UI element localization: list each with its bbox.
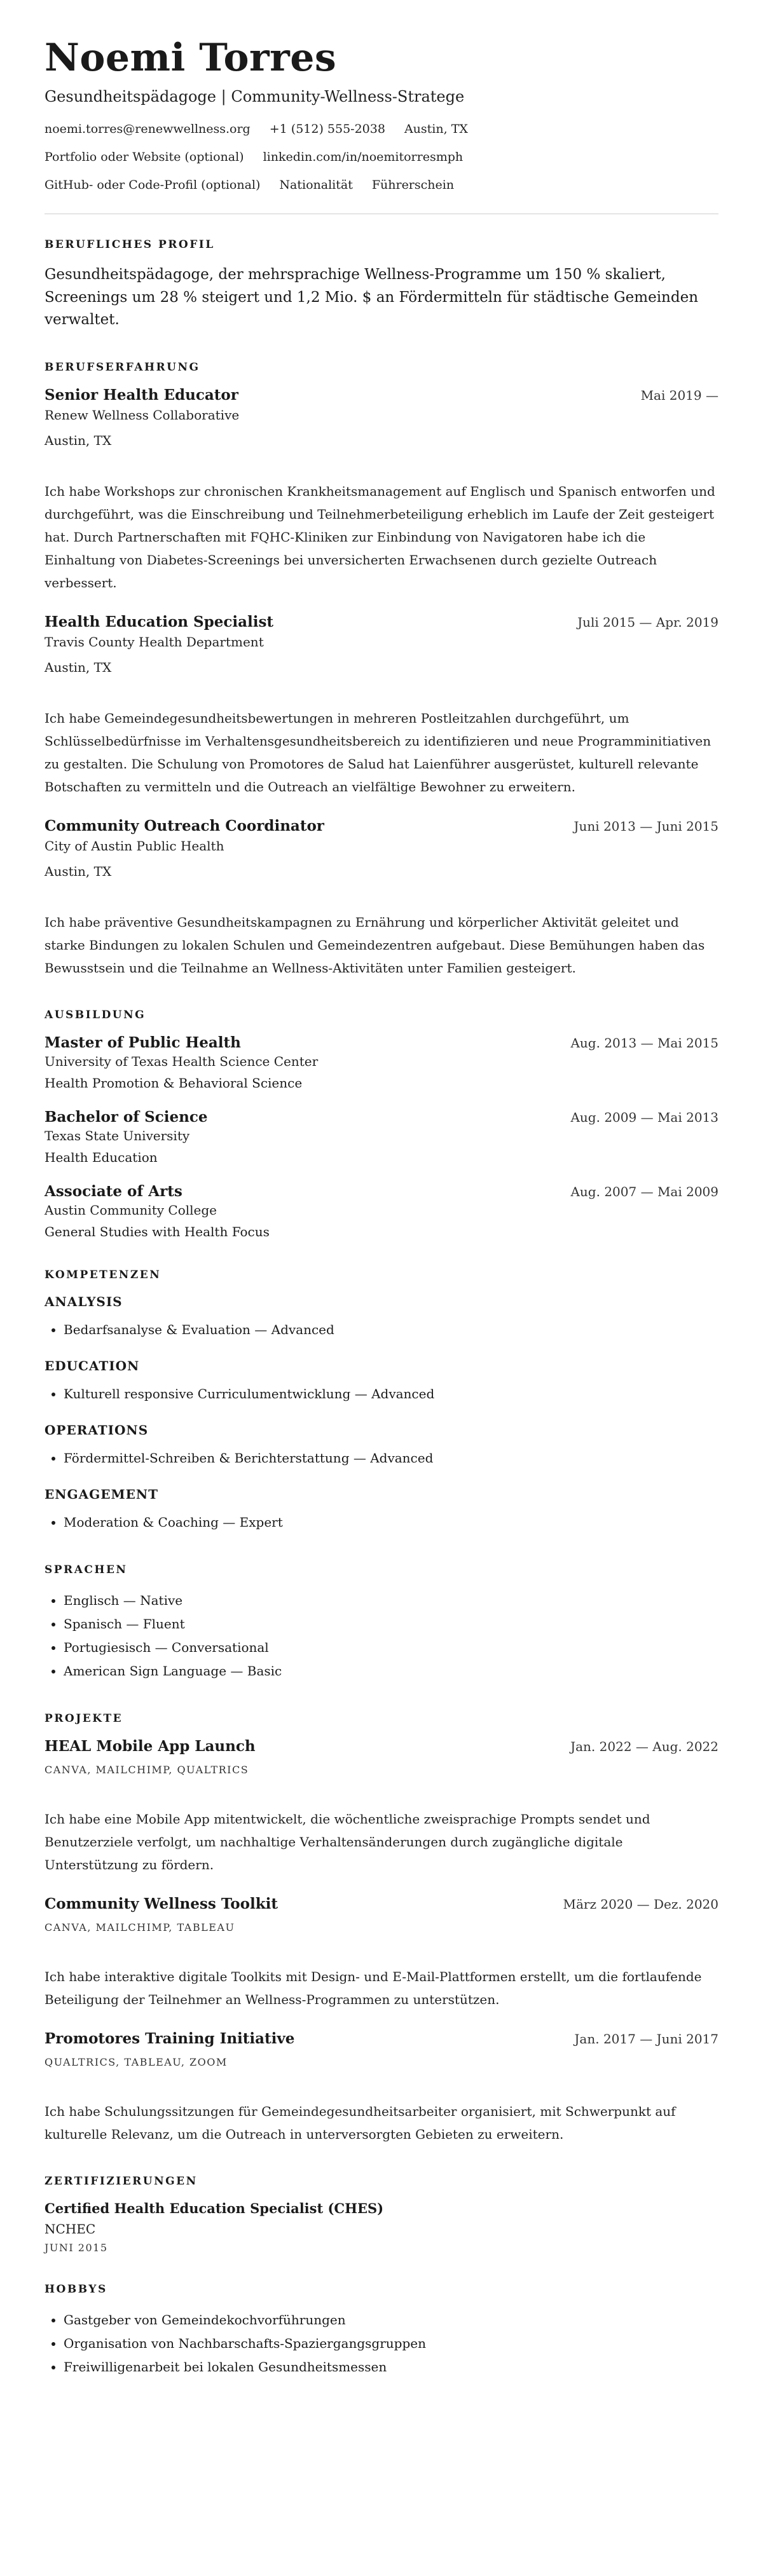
job-date: Juni 2013 — Juni 2015 bbox=[574, 818, 718, 834]
contact-row-2 bbox=[45, 150, 718, 164]
language-item: • Portugiesisch — Conversational bbox=[64, 1636, 718, 1659]
job-title: Health Education Specialist bbox=[45, 613, 274, 630]
project-name: HEAL Mobile App Launch bbox=[45, 1737, 256, 1755]
portfolio-link[interactable]: Portfolio oder Website (optional) bbox=[45, 150, 244, 164]
job-location: Austin, TX bbox=[45, 432, 112, 448]
certification-issuer: NCHEC bbox=[45, 2221, 96, 2237]
job-date: Juli 2015 — Apr. 2019 bbox=[577, 614, 718, 630]
skill-item: • Kulturell responsive Curriculumentwicklung — Advanced bbox=[64, 1382, 718, 1406]
job-title: Senior Health Educator bbox=[45, 386, 238, 404]
education-section bbox=[45, 1009, 718, 1239]
school: Texas State University bbox=[45, 1128, 190, 1143]
skill-item: • Fördermittel-Schreiben & Berichterstattung — Advanced bbox=[64, 1447, 718, 1470]
employer: Renew Wellness Collaborative bbox=[45, 407, 240, 423]
job-description: Ich habe Workshops zur chronischen Krankheitsmanagement auf Englisch und Spanisch entworfen und durchgeführt, was die Einschreibung und Teilnehmerbeteiligung erheblich im Laufe der Zeit gesteigert hat. Durch Partnerschaften mit FQHC-Kliniken zur Einbindung von Navigatoren habe ich die Einhaltung von Diabetes-Screenings bei unversicherten Erwachsenen durch gezielte Outreach verbessert. bbox=[45, 483, 715, 590]
education-date: Aug. 2007 — Mai 2009 bbox=[570, 1183, 718, 1199]
project-entry bbox=[45, 2030, 718, 2146]
section-title: ZERTIFIZIERUNGEN bbox=[45, 2174, 198, 2188]
hobby-list bbox=[45, 2308, 718, 2379]
headline: Gesundheitspädagoge | Community-Wellness-Stratege bbox=[45, 88, 465, 106]
job-title: Community Outreach Coordinator bbox=[45, 817, 324, 835]
project-tools: QUALTRICS, TABLEAU, ZOOM bbox=[45, 2055, 228, 2068]
employer: Travis County Health Department bbox=[45, 634, 264, 650]
language-list bbox=[45, 1589, 718, 1683]
contact-row-3 bbox=[45, 178, 718, 192]
profile-summary: Gesundheitspädagoge, der mehrsprachige Wellness-Programme um 150 % skaliert, Screenings um 28 % steigert und 1,2 Mio. $ an Fördermitteln für städtische Gemeinden verwaltet. bbox=[45, 266, 699, 329]
education-entry bbox=[45, 1108, 718, 1165]
linkedin-link[interactable]: linkedin.com/in/noemitorresmph bbox=[263, 150, 464, 164]
job-date: Mai 2019 — bbox=[640, 387, 718, 403]
section-title: BERUFSERFAHRUNG bbox=[45, 360, 200, 374]
school: Austin Community College bbox=[45, 1202, 217, 1218]
contact-row-1 bbox=[45, 122, 718, 136]
degree: Master of Public Health bbox=[45, 1033, 241, 1051]
project-date: Jan. 2022 — Aug. 2022 bbox=[570, 1738, 718, 1754]
degree: Associate of Arts bbox=[45, 1182, 182, 1200]
skill-item: • Moderation & Coaching — Expert bbox=[64, 1511, 718, 1534]
language-item: • American Sign Language — Basic bbox=[64, 1659, 718, 1683]
hobby-item: • Freiwilligenarbeit bei lokalen Gesundheitsmessen bbox=[64, 2355, 718, 2379]
hobby-item: • Organisation von Nachbarschafts-Spaziergangsgruppen bbox=[64, 2332, 718, 2355]
section-title: BERUFLICHES PROFIL bbox=[45, 238, 215, 251]
certification-name: Certified Health Education Specialist (CHES) bbox=[45, 2200, 384, 2216]
project-name: Promotores Training Initiative bbox=[45, 2029, 295, 2047]
skills-section bbox=[45, 1269, 718, 1534]
section-title: KOMPETENZEN bbox=[45, 1268, 162, 1281]
skill-groups bbox=[45, 1294, 718, 1534]
candidate-name: Noemi Torres bbox=[45, 36, 337, 80]
skill-category: EDUCATION bbox=[45, 1358, 140, 1373]
hobby-item: • Gastgeber von Gemeindekochvorführungen bbox=[64, 2308, 718, 2332]
project-date: Jan. 2017 — Juni 2017 bbox=[574, 2031, 718, 2047]
project-name: Community Wellness Toolkit bbox=[45, 1895, 278, 1912]
experience-section bbox=[45, 361, 718, 979]
project-entry bbox=[45, 1738, 718, 1876]
section-title: SPRACHEN bbox=[45, 1563, 128, 1576]
skill-category: OPERATIONS bbox=[45, 1422, 149, 1438]
degree: Bachelor of Science bbox=[45, 1108, 208, 1126]
language-item: • Englisch — Native bbox=[64, 1589, 718, 1612]
job-description: Ich habe präventive Gesundheitskampagnen zu Ernährung und körperlicher Aktivität geleitet und starke Bindungen zu lokalen Schulen und Gemeindezentren aufgebaut. Diese Bemühungen haben das Bewusstsein und die Teilnahme an Wellness-Aktivitäten unter Familien gesteigert. bbox=[45, 914, 705, 976]
project-entry bbox=[45, 1895, 718, 2011]
job-location: Austin, TX bbox=[45, 659, 112, 675]
job-description: Ich habe Gemeindegesundheitsbewertungen in mehreren Postleitzahlen durchgeführt, um Schlüsselbedürfnisse im Verhaltensgesundheitsbereich zu identifizieren und neue Programminitiativen zu gestalten. Die Schulung von Promotores de Salud hat Laienführer ausgerüstet, kulturell relevante Botschaften zu vermitteln und die Outreach an vielfältige Bewohner zu erweitern. bbox=[45, 710, 711, 794]
experience-entry bbox=[45, 613, 718, 798]
project-date: März 2020 — Dez. 2020 bbox=[563, 1896, 718, 1912]
project-tools: CANVA, MAILCHIMP, QUALTRICS bbox=[45, 1763, 249, 1776]
location: Austin, TX bbox=[404, 122, 468, 136]
skill-category: ENGAGEMENT bbox=[45, 1486, 158, 1502]
nationality: Nationalität bbox=[279, 178, 353, 192]
profile-section bbox=[45, 238, 718, 332]
section-title: HOBBYS bbox=[45, 2282, 107, 2296]
section-title: AUSBILDUNG bbox=[45, 1008, 146, 1021]
email-link[interactable]: noemi.torres@renewwellness.org bbox=[45, 122, 251, 136]
experience-entry bbox=[45, 386, 718, 594]
education-date: Aug. 2013 — Mai 2015 bbox=[570, 1035, 718, 1051]
certifications-section bbox=[45, 2175, 718, 2254]
project-description: Ich habe interaktive digitale Toolkits mit Design- und E-Mail-Plattformen erstellt, um die fortlaufende Beteiligung der Teilnehmer an Wellness-Programmen zu unterstützen. bbox=[45, 1968, 702, 2007]
section-title: PROJEKTE bbox=[45, 1712, 123, 1725]
field-of-study: General Studies with Health Focus bbox=[45, 1223, 270, 1239]
education-date: Aug. 2009 — Mai 2013 bbox=[570, 1109, 718, 1125]
github-link[interactable]: GitHub- oder Code-Profil (optional) bbox=[45, 178, 261, 192]
project-description: Ich habe eine Mobile App mitentwickelt, die wöchentliche zweisprachige Prompts sendet und Benutzerziele verfolgt, um nachhaltige Verhaltensänderungen durch zugängliche digitale Unterstützung zu fördern. bbox=[45, 1811, 650, 1872]
education-entry bbox=[45, 1183, 718, 1239]
phone-number[interactable]: +1 (512) 555-2038 bbox=[269, 122, 385, 136]
field-of-study: Health Promotion & Behavioral Science bbox=[45, 1075, 303, 1091]
projects-section bbox=[45, 1712, 718, 2146]
school: University of Texas Health Science Center bbox=[45, 1053, 319, 1069]
field-of-study: Health Education bbox=[45, 1149, 158, 1165]
language-item: • Spanisch — Fluent bbox=[64, 1612, 718, 1636]
education-entry bbox=[45, 1034, 718, 1091]
project-description: Ich habe Schulungssitzungen für Gemeindegesundheitsarbeiter organisiert, mit Schwerpunkt auf kulturelle Relevanz, um die Outreach in unterversorgten Gebieten zu erweitern. bbox=[45, 2103, 676, 2142]
languages-section bbox=[45, 1564, 718, 1683]
skill-item: • Bedarfsanalyse & Evaluation — Advanced bbox=[64, 1318, 718, 1342]
skill-category: ANALYSIS bbox=[45, 1293, 123, 1309]
experience-entry bbox=[45, 817, 718, 979]
certification-date: JUNI 2015 bbox=[45, 2241, 108, 2254]
drivers-license: Führerschein bbox=[371, 178, 455, 192]
job-location: Austin, TX bbox=[45, 863, 112, 879]
hobbies-section bbox=[45, 2283, 718, 2379]
employer: City of Austin Public Health bbox=[45, 838, 224, 854]
project-tools: CANVA, MAILCHIMP, TABLEAU bbox=[45, 1921, 235, 1933]
